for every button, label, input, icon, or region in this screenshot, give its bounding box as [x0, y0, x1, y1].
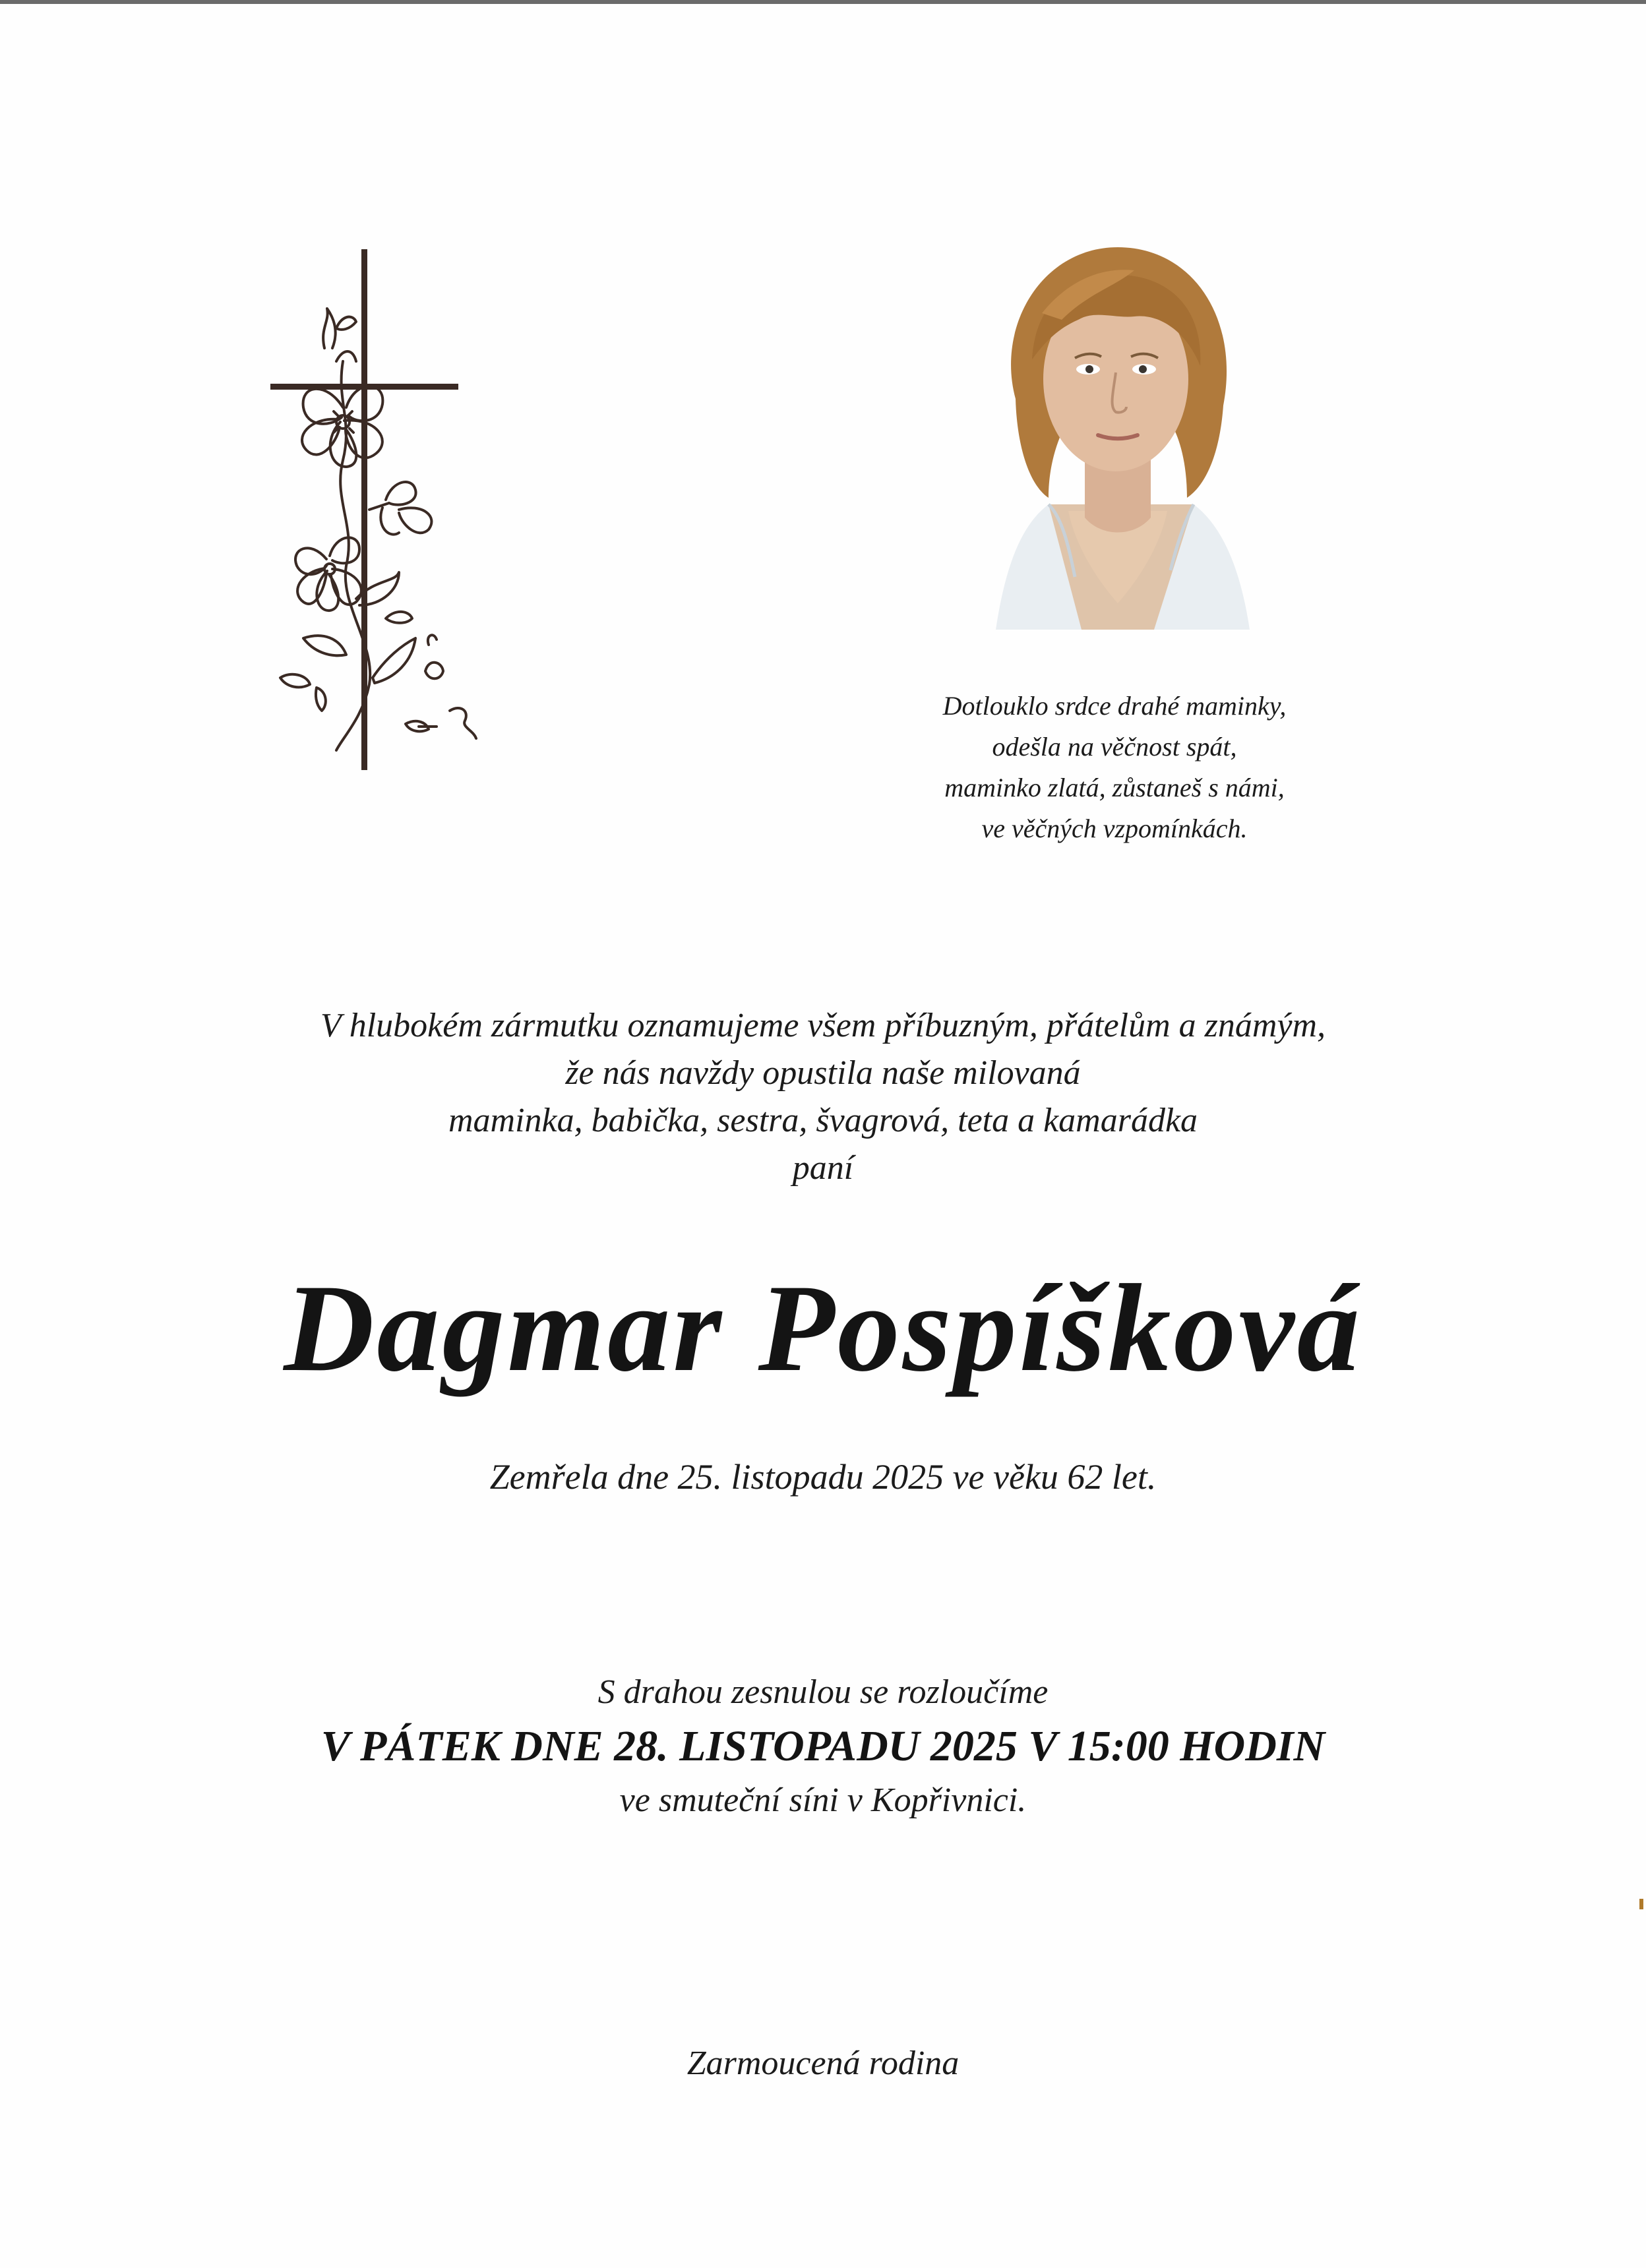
poem — [818, 686, 1411, 849]
poem-line: maminko zlatá, zůstaneš s námi, — [944, 773, 1285, 802]
poem-line: odešla na věčnost spát, — [992, 732, 1237, 761]
announcement-line: maminka, babička, sestra, švagrová, teta a kamarádka — [448, 1102, 1198, 1139]
farewell-intro: S drahou zesnulou se rozloučíme — [597, 1673, 1049, 1711]
scan-mark — [1639, 1899, 1643, 1909]
announcement-line: V hlubokém zármutku oznamujeme všem příbuzným, přátelům a známým, — [320, 1007, 1326, 1044]
announcement-line: že nás navždy opustila naše milovaná — [565, 1054, 1081, 1092]
ceremony-place: ve smuteční síni v Kopřivnici. — [619, 1781, 1027, 1819]
cross-with-flowers-icon — [264, 249, 528, 777]
death-note: Zemřela dne 25. listopadu 2025 ve věku 62 let. — [489, 1457, 1157, 1497]
scan-top-edge — [0, 0, 1646, 4]
portrait-photo — [969, 234, 1260, 630]
announcement — [0, 1002, 1646, 1192]
deceased-name: Dagmar Pospíšková — [284, 1259, 1362, 1398]
poem-line: Dotlouklo srdce drahé maminky, — [942, 691, 1287, 721]
farewell-info — [0, 1668, 1646, 1825]
poem-line: ve věčných vzpomínkách. — [981, 814, 1248, 843]
ceremony-datetime: V PÁTEK DNE 28. LISTOPADU 2025 V 15:00 HODIN — [320, 1722, 1326, 1770]
announcement-line: paní — [792, 1149, 854, 1187]
signature: Zarmoucená rodina — [686, 2044, 960, 2082]
